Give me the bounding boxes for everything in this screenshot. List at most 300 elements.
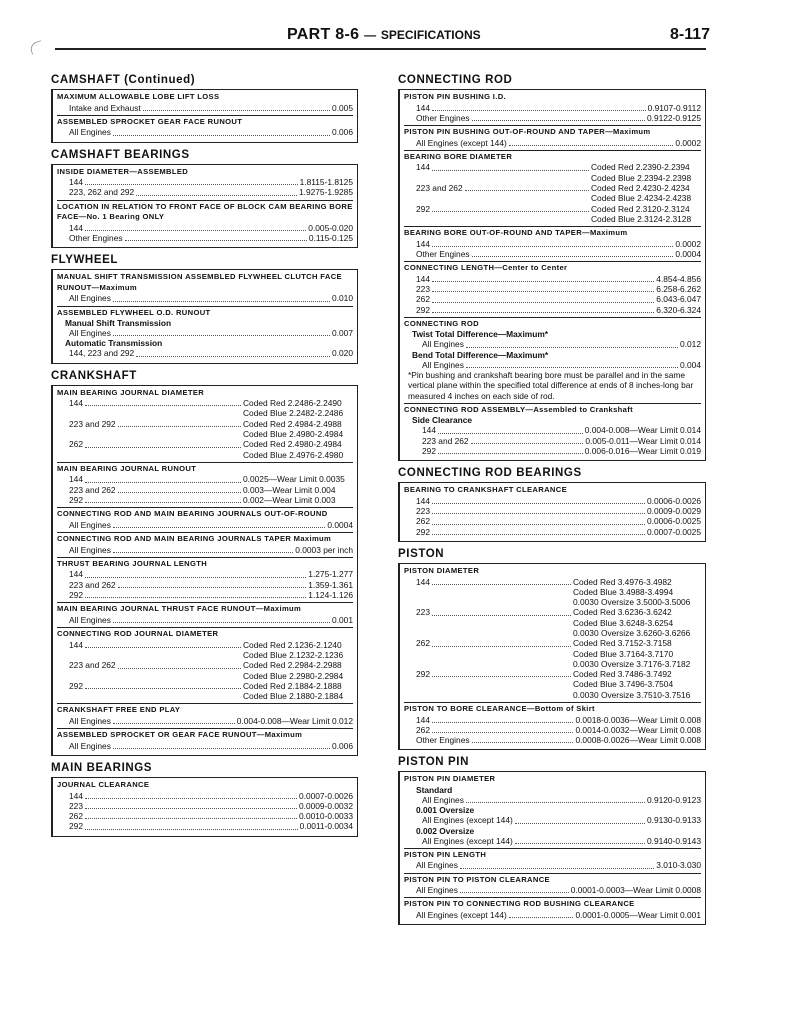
piston-pin-table [398, 771, 706, 925]
spec-row-continued [404, 659, 701, 669]
spec-row [57, 485, 353, 495]
spec-label: 144 [69, 177, 83, 188]
spec-row [57, 103, 353, 113]
spec-value: Coded Red 3.7152-3.7158 [573, 638, 672, 649]
spec-value: 0.0006-0.0026 [646, 495, 701, 506]
spec-value: 4.854-4.856 [656, 273, 701, 284]
spec-label: Other Engines [416, 112, 470, 123]
spec-value: 0.0030 Oversize 3.7176-3.7182 [573, 658, 691, 669]
spec-row-continued [57, 691, 353, 701]
spec-block [57, 729, 353, 753]
spec-value: Coded Blue 2.1232-2.1236 [243, 649, 344, 660]
spec-row [404, 715, 701, 725]
spec-label: 223 and 262 [416, 182, 463, 193]
piston-table [398, 563, 706, 750]
spec-value: 0.007 [332, 328, 353, 339]
spec-value: 0.004-0.008—Wear Limit 0.012 [236, 715, 353, 726]
spec-row [404, 910, 701, 920]
right-column [398, 70, 706, 929]
spec-value: 6.320-6.324 [656, 304, 701, 315]
spec-row [404, 735, 701, 745]
spec-label: All Engines [422, 339, 464, 350]
spec-block [57, 166, 353, 201]
spec-row-continued [404, 628, 701, 638]
block-heading: PISTON DIAMETER [404, 566, 480, 576]
block-heading: PISTON PIN TO PISTON CLEARANCE [404, 874, 550, 884]
spec-value: 0.005-0.011—Wear Limit 0.014 [585, 435, 701, 446]
spec-row [57, 545, 353, 555]
spec-label: 223, 262 and 292 [69, 187, 135, 198]
spec-row [404, 577, 701, 587]
spec-block [57, 603, 353, 628]
spec-row [404, 239, 701, 249]
spec-label: 262 [416, 724, 430, 735]
spec-value: 0.9120-0.9123 [646, 794, 701, 805]
spec-value: Coded Red 2.2984-2.2988 [243, 660, 342, 671]
block-heading: CRANKSHAFT FREE END PLAY [57, 705, 181, 715]
spec-row [57, 495, 353, 505]
spec-label: 144 [416, 162, 430, 173]
spec-row [404, 516, 701, 526]
spec-row [404, 669, 701, 679]
section-title-camshaft-continued: CAMSHAFT (Continued) [51, 74, 196, 86]
spec-label: 144 [416, 238, 430, 249]
spec-row-continued [57, 408, 353, 418]
spec-row [57, 801, 353, 811]
spec-row [404, 249, 701, 259]
spec-label: Intake and Exhaust [69, 102, 141, 113]
spec-value: Coded Blue 2.3124-2.3128 [591, 213, 692, 224]
spec-row [404, 103, 701, 113]
spec-label: 292 [416, 203, 430, 214]
block-heading: ASSEMBLED SPROCKET OR GEAR FACE RUNOUT—Maximum [57, 730, 303, 740]
spec-block [404, 91, 701, 126]
spec-value: Coded Blue 2.4234-2.4238 [591, 193, 692, 204]
spec-row [404, 446, 701, 456]
spec-value: 0.004-0.008—Wear Limit 0.014 [584, 425, 701, 436]
section-title-camshaft-bearings: CAMSHAFT BEARINGS [51, 148, 190, 161]
block-heading: THRUST BEARING JOURNAL LENGTH [57, 558, 208, 568]
spec-label: 223 and 262 [69, 484, 116, 495]
section-title-connecting-rod: CONNECTING ROD [398, 74, 513, 86]
spec-row [57, 580, 353, 590]
spec-row-continued [404, 690, 701, 700]
spec-label: 144 [69, 639, 83, 650]
spec-row [57, 640, 353, 650]
spec-block [57, 201, 353, 246]
spec-block [57, 533, 353, 558]
spec-row [404, 527, 701, 537]
spec-value: Coded Blue 2.4980-2.4984 [243, 429, 344, 440]
spec-label: 144, 223 and 292 [69, 348, 135, 359]
spec-block [404, 404, 701, 458]
spec-label: 144 [416, 102, 430, 113]
page-number: 8-117 [670, 26, 711, 43]
spec-row [57, 328, 353, 338]
spec-row [57, 615, 353, 625]
block-heading: CONNECTING ROD AND MAIN BEARING JOURNALS TAPER Maximum [57, 534, 332, 544]
spec-row [57, 681, 353, 691]
connecting-rod-bearings-table [398, 482, 706, 542]
spec-row-continued [404, 679, 701, 689]
spec-value: 0.0009-0.0029 [646, 506, 701, 517]
spec-row [404, 274, 701, 284]
sub-heading: Manual Shift Transmission [65, 318, 172, 329]
spec-row [57, 716, 353, 726]
spec-label: 144 [69, 569, 83, 580]
block-heading: BEARING TO CRANKSHAFT CLEARANCE [404, 485, 568, 495]
spec-row [57, 348, 353, 358]
block-heading: CONNECTING ROD [404, 318, 479, 328]
spec-value: Coded Red 2.1884-2.1888 [243, 680, 342, 691]
sub-heading: Automatic Transmission [65, 338, 163, 349]
spec-value: 0.9122-0.9125 [646, 112, 701, 123]
spec-row-continued [57, 671, 353, 681]
block-heading: PISTON PIN BUSHING I.D. [404, 92, 507, 101]
left-column [51, 70, 358, 841]
page-title [287, 26, 481, 44]
spec-label: 292 [69, 495, 83, 506]
main-bearings-table [51, 777, 358, 837]
spec-block [57, 463, 353, 508]
spec-value: 0.004 [680, 359, 701, 370]
camshaft-bearings-table [51, 164, 358, 249]
spec-row [404, 795, 701, 805]
spec-block [404, 318, 701, 404]
spec-row [57, 187, 353, 197]
sub-heading: 0.002 Oversize [416, 825, 475, 836]
block-heading: CONNECTING ROD JOURNAL DIAMETER [57, 629, 219, 639]
spec-value: 0.012 [680, 339, 701, 350]
spec-label: Other Engines [416, 248, 470, 259]
spec-label: All Engines (except 144) [422, 835, 513, 846]
spec-block [404, 565, 701, 703]
spec-row-continued [404, 193, 701, 203]
block-heading: PISTON PIN LENGTH [404, 849, 487, 859]
spec-label: All Engines [69, 519, 111, 530]
sub-heading: Bend Total Difference—Maximum* [412, 349, 549, 360]
spec-label: 262 [69, 439, 83, 450]
spec-value: Coded Red 2.4230-2.4234 [591, 182, 690, 193]
block-heading: JOURNAL CLEARANCE [57, 780, 150, 789]
spec-row [404, 506, 701, 516]
spec-row-continued [404, 618, 701, 628]
spec-value: Coded Red 2.2390-2.2394 [591, 162, 690, 173]
spec-value: 0.006-0.016—Wear Limit 0.019 [584, 446, 701, 457]
spec-row-continued [404, 649, 701, 659]
spec-block [404, 227, 701, 262]
spec-row [57, 520, 353, 530]
spec-row [404, 138, 701, 148]
camshaft-continued-table [51, 89, 358, 143]
part-label: PART 8-6 [287, 26, 360, 43]
spec-label: 223 [416, 607, 430, 618]
spec-row [57, 474, 353, 484]
crankshaft-table [51, 385, 358, 756]
spec-row [57, 419, 353, 429]
spec-value: 0.0030 Oversize 3.5000-3.5006 [573, 597, 691, 608]
spec-row [57, 233, 353, 243]
spec-label: 292 [69, 680, 83, 691]
spec-row [57, 741, 353, 751]
spec-row [404, 815, 701, 825]
spec-value: Coded Blue 2.2980-2.2984 [243, 670, 344, 681]
sub-heading: Side Clearance [412, 415, 473, 426]
spec-value: 1.124-1.126 [308, 590, 353, 601]
spec-value: 0.006 [332, 127, 353, 138]
block-heading: BEARING BORE OUT-OF-ROUND AND TAPER—Maximum [404, 228, 628, 238]
spec-row [404, 638, 701, 648]
sub-heading: 0.001 Oversize [416, 805, 475, 816]
spec-value: 1.275-1.277 [308, 569, 353, 580]
spec-value: 0.115-0.125 [308, 232, 353, 243]
spec-value: 0.002—Wear Limit 0.003 [243, 495, 336, 506]
spec-block [404, 773, 701, 848]
spec-block [404, 849, 701, 874]
spec-value: 0.0003 per inch [295, 544, 353, 555]
spec-value: Coded Red 2.3120-2.3124 [591, 203, 690, 214]
spec-label: All Engines [69, 614, 111, 625]
spec-label: All Engines (except 144) [416, 909, 507, 920]
spec-label: All Engines [69, 127, 111, 138]
spec-value: 0.0004 [327, 519, 353, 530]
spec-value: 1.9275-1.9285 [298, 187, 353, 198]
spec-block [57, 307, 353, 361]
spec-value: 0.0018-0.0036—Wear Limit 0.008 [575, 714, 701, 725]
spec-value: 0.0030 Oversize 3.7510-3.7516 [573, 689, 691, 700]
spec-value: 0.0014-0.0032—Wear Limit 0.008 [575, 724, 701, 735]
spec-value: 0.0007-0.0026 [298, 790, 353, 801]
spec-value: Coded Blue 2.2394-2.2398 [591, 172, 692, 183]
block-heading: CONNECTING ROD AND MAIN BEARING JOURNALS OUT-OF-ROUND [57, 509, 328, 519]
spec-value: 0.0010-0.0033 [298, 811, 353, 822]
spec-label: 292 [69, 590, 83, 601]
spec-label: 262 [416, 516, 430, 527]
spec-row [57, 439, 353, 449]
spec-value: 0.0001-0.0005—Wear Limit 0.001 [575, 909, 701, 920]
title-dash: — [364, 28, 377, 42]
spec-value: Coded Blue 3.7164-3.7170 [573, 648, 674, 659]
spec-label: Other Engines [416, 735, 470, 746]
spec-label: 292 [422, 446, 436, 457]
spec-row [57, 811, 353, 821]
spec-value: Coded Blue 2.4976-2.4980 [243, 449, 344, 460]
spec-row [404, 885, 701, 895]
spec-label: 292 [416, 526, 430, 537]
spec-value: 0.003—Wear Limit 0.004 [243, 484, 336, 495]
spec-row-continued [404, 587, 701, 597]
spec-label: 262 [416, 294, 430, 305]
flywheel-table [51, 269, 358, 363]
spec-value: Coded Red 3.4976-3.4982 [573, 576, 672, 587]
spec-value: 0.0007-0.0025 [646, 526, 701, 537]
spec-value: 0.0030 Oversize 3.6260-3.6266 [573, 628, 691, 638]
spec-label: All Engines [422, 794, 464, 805]
spec-value: 6.258-6.262 [656, 284, 701, 295]
block-heading: ASSEMBLED FLYWHEEL O.D. RUNOUT [57, 307, 211, 317]
spec-label: 223 and 262 [422, 435, 469, 446]
spec-row [57, 821, 353, 831]
section-title-piston-pin: PISTON PIN [398, 756, 469, 769]
spec-row-continued [57, 450, 353, 460]
spec-block [57, 779, 353, 834]
spec-label: All Engines (except 144) [416, 137, 507, 148]
spec-value: Coded Blue 2.2482-2.2486 [243, 408, 344, 419]
spec-row-continued [57, 650, 353, 660]
spec-label: Other Engines [69, 232, 123, 243]
spec-row [57, 223, 353, 233]
spec-row [404, 284, 701, 294]
spec-block [404, 703, 701, 747]
spec-value: 0.9107-0.9112 [647, 102, 701, 113]
spec-value: 0.0008-0.0026—Wear Limit 0.008 [575, 735, 701, 746]
spec-row [57, 293, 353, 303]
spec-row-continued [404, 173, 701, 183]
spec-row [57, 177, 353, 187]
sub-heading: Standard [416, 784, 453, 795]
spec-block [57, 704, 353, 729]
spec-value: Coded Blue 3.7496-3.7504 [573, 679, 674, 690]
spec-label: 223 and 262 [69, 660, 116, 671]
spec-block [404, 898, 701, 922]
spec-row [404, 204, 701, 214]
spec-label: 262 [69, 811, 83, 822]
spec-label: All Engines [416, 860, 458, 871]
block-heading: LOCATION IN RELATION TO FRONT FACE OF BLOCK CAM BEARING BORE FACE—No. 1 Bearing ONLY [57, 201, 353, 222]
spec-value: 1.8115-1.8125 [299, 177, 353, 188]
spec-value: 0.0004 [675, 248, 701, 259]
spec-value: 0.005-0.020 [308, 222, 353, 233]
spec-row-continued [57, 429, 353, 439]
spec-value: Coded Red 2.2486-2.2490 [243, 398, 342, 409]
spec-label: All Engines [69, 740, 111, 751]
block-heading: MANUAL SHIFT TRANSMISSION ASSEMBLED FLYWHEEL CLUTCH FACE RUNOUT—Maximum [57, 272, 342, 292]
spec-value: 0.0006-0.0025 [646, 516, 701, 527]
spec-value: 0.0002 [675, 238, 701, 249]
spec-value: 0.0011-0.0034 [299, 821, 353, 832]
spec-value: Coded Red 3.7486-3.7492 [573, 669, 672, 680]
spec-label: All Engines [69, 293, 111, 304]
spec-row [57, 660, 353, 670]
spec-row [404, 360, 701, 370]
spec-value: 6.043-6.047 [656, 294, 701, 305]
block-heading: PISTON TO BORE CLEARANCE—Bottom of Skirt [404, 704, 595, 714]
block-heading: CONNECTING LENGTH—Center to Center [404, 263, 568, 273]
spec-row [404, 860, 701, 870]
block-heading: CONNECTING ROD ASSEMBLY—Assembled to Crankshaft [404, 404, 633, 414]
block-heading: INSIDE DIAMETER—ASSEMBLED [57, 166, 189, 176]
block-heading: BEARING BORE DIAMETER [404, 151, 513, 161]
footnote: *Pin bushing and crankshaft bearing bore must be parallel and in the same vertical plane within the specified total difference at ends of 8 inches-long bar measured 4 inches on each side of rod. [408, 370, 694, 401]
block-heading: MAXIMUM ALLOWABLE LOBE LIFT LOSS [57, 92, 220, 101]
spec-label: 292 [69, 821, 83, 832]
spec-value: 0.9140-0.9143 [646, 835, 701, 846]
spec-block [57, 271, 353, 306]
spec-block [404, 126, 701, 151]
spec-row [404, 162, 701, 172]
page-header [0, 26, 786, 52]
spec-label: All Engines [69, 544, 111, 555]
spec-value: 0.006 [332, 740, 353, 751]
block-heading: ASSEMBLED SPROCKET GEAR FACE RUNOUT [57, 116, 243, 126]
spec-block [57, 387, 353, 463]
spec-value: 0.0025—Wear Limit 0.0035 [243, 474, 345, 485]
spec-label: 144 [69, 398, 83, 409]
spec-value: 0.010 [332, 293, 353, 304]
spec-value: Coded Red 3.6236-3.6242 [573, 607, 672, 618]
spec-label: 223 [416, 506, 430, 517]
spec-block [57, 91, 353, 116]
spec-label: 292 [416, 669, 430, 680]
spec-label: 223 [416, 284, 430, 295]
block-heading: PISTON PIN BUSHING OUT-OF-ROUND AND TAPER—Maximum [404, 127, 651, 137]
spec-row [404, 305, 701, 315]
spec-label: 144 [69, 222, 83, 233]
spec-value: Coded Blue 3.4988-3.4994 [573, 586, 674, 597]
spec-value: 0.0009-0.0032 [298, 800, 353, 811]
spec-row [57, 127, 353, 137]
spec-row [404, 607, 701, 617]
spec-row-continued [404, 597, 701, 607]
section-title-piston: PISTON [398, 548, 445, 561]
spec-value: 3.010-3.030 [656, 860, 701, 871]
spec-label: 144 [416, 273, 430, 284]
spec-row [404, 183, 701, 193]
spec-label: 144 [416, 495, 430, 506]
spec-row-continued [404, 214, 701, 224]
spec-value: 0.005 [332, 102, 353, 113]
spec-value: Coded Red 2.1236-2.1240 [243, 639, 342, 650]
spec-label: 144 [416, 714, 430, 725]
spec-value: 0.9130-0.9133 [646, 815, 701, 826]
block-heading: PISTON PIN DIAMETER [404, 774, 496, 784]
spec-row [404, 836, 701, 846]
section-title-flywheel: FLYWHEEL [51, 254, 118, 267]
spec-value: 0.020 [332, 348, 353, 359]
spec-row [404, 339, 701, 349]
block-heading: MAIN BEARING JOURNAL RUNOUT [57, 463, 197, 473]
block-heading: MAIN BEARING JOURNAL DIAMETER [57, 387, 205, 397]
spec-label: 292 [416, 304, 430, 315]
spec-label: All Engines (except 144) [422, 815, 513, 826]
spec-block [404, 484, 701, 539]
spec-block [57, 116, 353, 140]
spec-label: 262 [416, 638, 430, 649]
spec-label: All Engines [422, 359, 464, 370]
header-rule [55, 48, 706, 50]
section-label: SPECIFICATIONS [380, 28, 481, 42]
spec-block [57, 558, 353, 603]
spec-value: Coded Blue 2.1880-2.1884 [243, 691, 344, 702]
connecting-rod-table [398, 89, 706, 461]
block-heading: PISTON PIN TO CONNECTING ROD BUSHING CLEARANCE [404, 899, 635, 909]
spec-row [404, 496, 701, 506]
section-title-main-bearings: MAIN BEARINGS [51, 762, 153, 774]
spec-block [57, 628, 353, 704]
sub-heading: Twist Total Difference—Maximum* [412, 329, 549, 340]
spec-row [404, 436, 701, 446]
block-heading: MAIN BEARING JOURNAL THRUST FACE RUNOUT—Maximum [57, 604, 302, 614]
spec-value: Coded Red 2.4984-2.4988 [243, 418, 342, 429]
spec-label: 223 and 292 [69, 418, 116, 429]
spec-label: 223 [69, 800, 83, 811]
spec-row [404, 294, 701, 304]
spec-row [57, 791, 353, 801]
spec-block [57, 508, 353, 533]
spec-label: All Engines [69, 715, 111, 726]
spec-value: Coded Blue 3.6248-3.6254 [573, 617, 674, 628]
spec-label: 223 and 262 [69, 579, 116, 590]
